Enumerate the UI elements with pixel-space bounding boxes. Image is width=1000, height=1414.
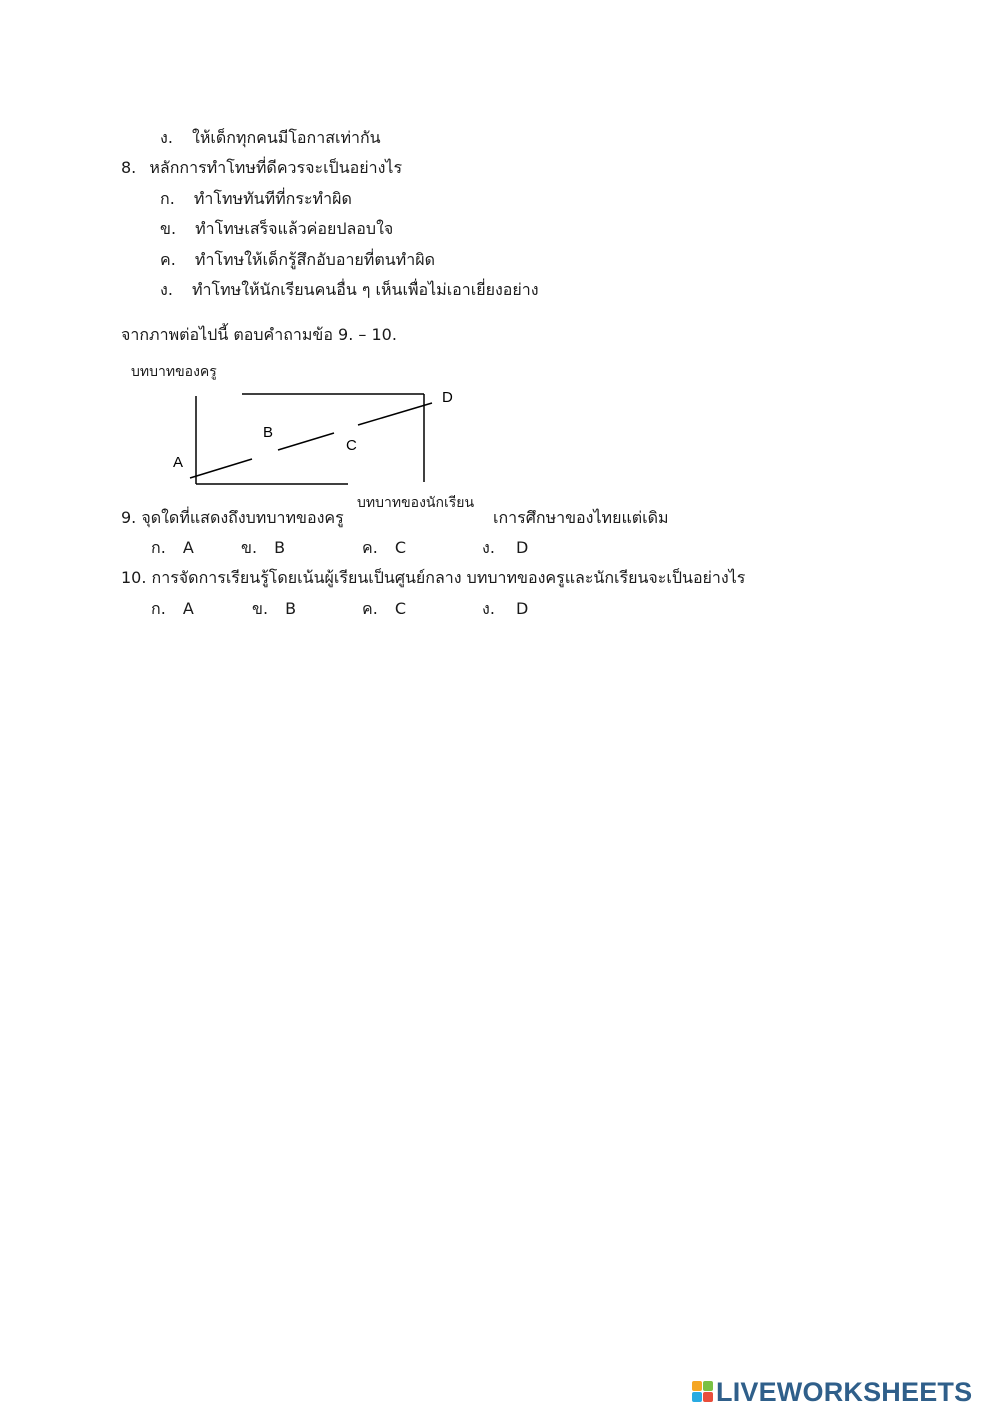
q8-option-c: [160, 249, 435, 271]
option-text: ทำโทษทันทีที่กระทำผิด: [193, 189, 352, 208]
choice-value: C: [394, 599, 407, 618]
teacher-role-label: บทบาทของครู: [131, 364, 217, 380]
option-text: ทำโทษเสร็จแล้วค่อยปลอบใจ: [195, 219, 394, 238]
q9-choice-a[interactable]: [151, 537, 194, 559]
q10-choice-c[interactable]: [362, 598, 406, 620]
option-marker: ข.: [160, 219, 177, 238]
choice-marker: ค.: [362, 599, 378, 618]
q9-choice-b[interactable]: [241, 537, 285, 559]
option-text: ทำโทษให้นักเรียนคนอื่น ๆ เห็นเพื่อไม่เอาเยี่ยงอย่าง: [192, 280, 539, 299]
option-marker: ง.: [160, 128, 173, 147]
instruction: จากภาพต่อไปนี้ ตอบคำถามข้อ 9. – 10.: [121, 325, 397, 344]
choice-marker: ค.: [362, 538, 378, 557]
choice-value: D: [516, 599, 529, 618]
q9-choice-c[interactable]: [362, 537, 406, 559]
choice-value: D: [516, 538, 529, 557]
diagonal-segment-3: [358, 403, 432, 425]
q9-question-part2: เการศึกษาของไทยแต่เดิม: [493, 508, 669, 527]
option-marker: ก.: [160, 189, 175, 208]
q8-option-b: [160, 218, 393, 240]
point-label-d: D: [442, 389, 453, 406]
choice-marker: ก.: [151, 538, 166, 557]
question-number: 8.: [121, 158, 137, 177]
liveworksheets-logo-icon: [692, 1381, 714, 1403]
q7-option-d: [160, 127, 381, 149]
choice-marker: ง.: [482, 599, 495, 618]
choice-value: C: [394, 538, 407, 557]
diagonal-segment-2: [278, 433, 334, 450]
q10-choice-d[interactable]: [482, 598, 528, 620]
q10-question: 10. การจัดการเรียนรู้โดยเน้นผู้เรียนเป็นศูนย์กลาง บทบาทของครูและนักเรียนจะเป็นอย่างไร: [121, 568, 746, 587]
choice-marker: ข.: [252, 599, 269, 618]
question-text: หลักการทำโทษที่ดีควรจะเป็นอย่างไร: [149, 158, 403, 177]
choice-marker: ง.: [482, 538, 495, 557]
q9-choice-d[interactable]: [482, 537, 528, 559]
liveworksheets-logo: [692, 1376, 992, 1408]
point-label-a: A: [173, 454, 184, 471]
option-text: ทำโทษให้เด็กรู้สึกอับอายที่ตนทำผิด: [194, 250, 435, 269]
q10-choice-b[interactable]: [252, 598, 296, 620]
choice-value: A: [182, 599, 194, 618]
choice-value: A: [182, 538, 194, 557]
diagonal-segment-1: [190, 459, 252, 478]
option-marker: ค.: [160, 250, 176, 269]
option-marker: ง.: [160, 280, 173, 299]
q8-option-a: [160, 188, 352, 210]
brand-name: LIVEWORKSHEETS: [716, 1376, 973, 1407]
q10-choice-a[interactable]: [151, 598, 194, 620]
choice-value: B: [285, 599, 297, 618]
q8-option-d: [160, 279, 539, 301]
student-role-label: บทบาทของนักเรียน: [357, 495, 475, 511]
option-text: ให้เด็กทุกคนมีโอกาสเท่ากัน: [192, 128, 381, 147]
choice-marker: ก.: [151, 599, 166, 618]
point-label-b: B: [263, 424, 274, 441]
q8-question: [121, 157, 402, 179]
choice-value: B: [274, 538, 286, 557]
point-label-c: C: [346, 437, 357, 454]
q9-question-part1: 9. จุดใดที่แสดงถึงบทบาทของครู: [121, 508, 344, 527]
choice-marker: ข.: [241, 538, 258, 557]
